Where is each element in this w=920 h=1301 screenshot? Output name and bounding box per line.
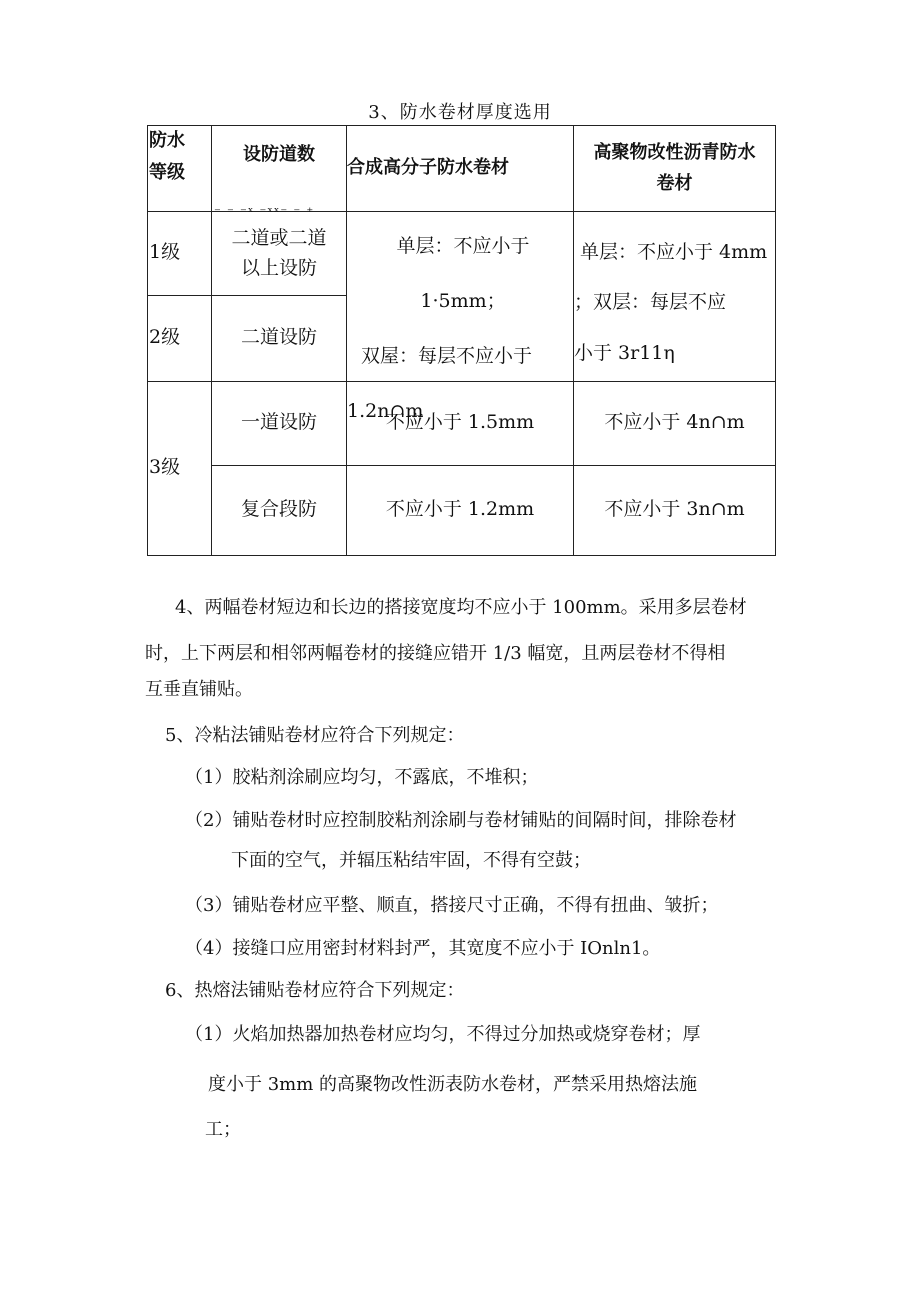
thickness-table bbox=[147, 125, 776, 556]
asphalt-spec-line2: ；双层：每层不应 bbox=[574, 291, 727, 314]
paragraph-4-line3: 互垂直铺贴。 bbox=[145, 679, 253, 700]
row3b-fortify: 复合段防 bbox=[240, 498, 317, 521]
row3a-synthetic: 不应小于 1.5mm bbox=[385, 411, 535, 434]
row3a-fortify: 一道设防 bbox=[240, 411, 317, 434]
section-5-item-3: （3）铺贴卷材应平整、顺直，搭接尺寸正确，不得有扭曲、皱折； bbox=[185, 895, 719, 916]
asphalt-spec-line3: 小于 3r11η bbox=[574, 341, 675, 364]
grade-3: 3级 bbox=[149, 456, 181, 479]
header-asphalt-line1: 高聚物改性沥青防水 bbox=[593, 141, 756, 163]
section-5-item-1: （1）胶粘剂涂刷应均匀，不露底，不堆积； bbox=[185, 767, 539, 788]
row2-fortify: 二道设防 bbox=[240, 326, 317, 349]
header-grade bbox=[149, 125, 211, 211]
section-5-item-2-cont: 下面的空气，并辐压粘结牢固，不得有空鼓； bbox=[231, 850, 591, 871]
table-border-left bbox=[147, 125, 148, 556]
header-asphalt-line2: 卷材 bbox=[656, 173, 693, 194]
merged-synthetic-spec bbox=[347, 219, 573, 423]
section-5-item-2: （2）铺贴卷材时应控制胶粘剂涂刷与卷材铺贴的间隔时间，排除卷材 bbox=[185, 810, 737, 831]
synthetic-spec-line2: 双屋：每层不应小于 bbox=[361, 345, 533, 368]
header-grade-line2: 等级 bbox=[149, 161, 185, 183]
header-modified-asphalt bbox=[574, 125, 775, 211]
synthetic-spec-line1: 单层：不应小于 1·5mm； bbox=[396, 235, 530, 313]
header-fortify-count: 设防道数 bbox=[243, 144, 315, 166]
header-synthetic-polymer: 合成高分子防水卷材 bbox=[347, 157, 509, 179]
table-border-bottom bbox=[147, 555, 776, 556]
row1-ocr-noise: ⁻ ⁻ ⁻ˣ ⁻ˣˣ⁻ ⁻ ⁺ bbox=[214, 205, 315, 220]
section-6-item-1-cont: 度小于 3mm 的高聚物改性沥表防水卷材，严禁采用热熔法施 bbox=[208, 1074, 698, 1095]
synthetic-spec-line3: 1.2n∩m bbox=[347, 400, 424, 423]
section-6-title: 6、热熔法铺贴卷材应符合下列规定： bbox=[165, 980, 465, 1001]
grade-1: 1级 bbox=[149, 241, 181, 264]
section-5-title: 5、冷粘法铺贴卷材应符合下列规定： bbox=[165, 725, 465, 746]
row1-fortify bbox=[212, 205, 346, 295]
asphalt-spec-line1: 单层：不应小于 4mm bbox=[580, 241, 768, 263]
header-grade-line1: 防水 bbox=[149, 130, 185, 151]
section-6-item-1: （1）火焰加热器加热卷材应均匀，不得过分加热或烧穿卷材；厚 bbox=[185, 1024, 701, 1045]
merged-asphalt-spec bbox=[574, 227, 775, 379]
table-border-right bbox=[775, 125, 776, 556]
section-5-item-4: （4）接缝口应用密封材料封严，其宽度不应小于 IOnln1。 bbox=[185, 938, 661, 959]
paragraph-4-line2: 时，上下两层和相邻两幅卷材的接缝应错开 1/3 幅宽，且两层卷材不得相 bbox=[145, 643, 726, 664]
row3a-asphalt: 不应小于 4n∩m bbox=[604, 411, 745, 434]
row1-fortify-line2: 以上设防 bbox=[240, 257, 317, 279]
section-6-item-1-end: 工； bbox=[205, 1119, 241, 1140]
grade-2: 2级 bbox=[149, 326, 181, 349]
section-3-title: 3、防水卷材厚度选用 bbox=[368, 102, 552, 123]
paragraph-4-line1: 4、两幅卷材短边和长边的搭接宽度均不应小于 100mm。采用多层卷材 bbox=[175, 597, 747, 618]
row3b-asphalt: 不应小于 3n∩m bbox=[604, 498, 745, 521]
row1-fortify-line1: 二道或二道 bbox=[231, 226, 327, 249]
row3b-synthetic: 不应小于 1.2mm bbox=[385, 498, 535, 521]
